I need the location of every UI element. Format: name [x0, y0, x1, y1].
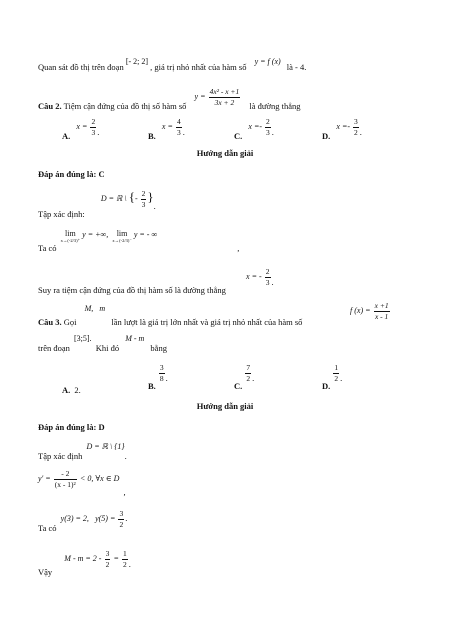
intro-post: là - 4.	[286, 62, 307, 72]
option-end: .	[271, 126, 274, 137]
conc-num: 2	[265, 267, 270, 276]
q2-label: Câu 2.	[38, 100, 62, 111]
q2-domain-expr: D = ℝ \	[100, 194, 127, 203]
option-num: 3	[354, 117, 358, 126]
option-end: .	[359, 126, 362, 137]
q3-func-fraction	[374, 302, 390, 320]
option-fraction	[90, 118, 96, 136]
q3-M: M	[84, 304, 92, 313]
q3-val2-lhs: y(5) =	[95, 513, 116, 523]
option-letter: C.	[234, 130, 243, 141]
q3-line2-a: trên đoạn	[38, 343, 70, 353]
lim-sub: x→(-2/3)⁺	[60, 238, 81, 243]
intro-mid: , giá trị nhỏ nhất của hàm số	[150, 62, 247, 72]
option-fraction	[159, 364, 165, 382]
q3-text-a: Gọi	[63, 317, 77, 327]
option-num: 7	[246, 363, 251, 372]
option-lhs: x =	[161, 121, 173, 131]
q3-func-den: x - 1	[374, 311, 389, 321]
q2-func-num: 4x² - x +1	[209, 87, 240, 96]
option-fraction	[333, 364, 339, 382]
q3-guide-title: Hướng dẫn giải	[196, 401, 254, 411]
option-sign: -	[347, 121, 353, 131]
q3-domain-label: Tập xác định	[38, 451, 83, 461]
q3-line2-b: Khi đó	[95, 343, 120, 353]
q3-final-lhs: M - m = 2 -	[64, 553, 102, 563]
q2-limit-1-value: y = +∞,	[82, 230, 109, 239]
q3-func-lhs: f (x) =	[350, 305, 371, 315]
option-letter: D.	[322, 380, 331, 391]
option-num: 2	[91, 117, 96, 126]
q3-option-b[interactable]: B. $\frac{3}{8}$ .	[148, 363, 168, 391]
option-lhs: x =	[76, 121, 88, 131]
q3-domain-expr: D = ℝ \ {1}	[86, 442, 125, 451]
q2-domain-num: 2	[141, 189, 146, 199]
option-letter: B.	[148, 130, 156, 141]
option-den: 2	[334, 373, 339, 383]
option-den: 3	[91, 127, 96, 137]
q2-domain-den: 3	[141, 199, 146, 209]
option-fraction	[265, 118, 271, 136]
final-num1: 3	[105, 549, 110, 558]
deriv-den: (x - 1)²	[54, 479, 76, 489]
q3-derivative	[38, 469, 126, 497]
option-num: 3	[159, 363, 164, 372]
option-letter: D.	[322, 130, 331, 141]
q3-text-b: lần lượt là giá trị lớn nhất và giá trị nhỏ nhất của hàm số	[111, 317, 303, 327]
q3-option-d[interactable]: D. $\frac{1}{2}$ .	[322, 363, 343, 391]
option-den: 3	[177, 127, 181, 137]
q2-limit-1	[61, 230, 80, 244]
option-fraction	[245, 364, 251, 382]
option-letter: A.	[62, 385, 71, 395]
val2-end: .	[125, 512, 128, 523]
q2-func-den: 3x + 2	[214, 97, 235, 107]
option-den: 3	[266, 127, 270, 137]
q3-values	[38, 509, 128, 533]
q3-final	[38, 549, 131, 577]
option-lhs: x =	[336, 121, 348, 131]
intro-func: y = f (x)	[254, 57, 281, 66]
val2-den: 2	[119, 519, 124, 529]
q2-limits	[38, 229, 240, 253]
option-num: 2	[266, 117, 270, 126]
q3-deriv-fraction	[54, 470, 77, 488]
q3-option-c[interactable]: C. $\frac{7}{2}$ .	[234, 363, 255, 391]
conc-end: .	[271, 276, 274, 287]
q3-domain: Tập xác định D = ℝ \ {1}.	[38, 442, 127, 461]
final-den2: 2	[123, 559, 127, 569]
option-lhs: x =	[248, 121, 260, 131]
option-end: .	[97, 126, 100, 137]
lim-word: lim	[65, 229, 76, 238]
q2-domain: Tập xác định: D = ℝ \ {- $\frac{2}{3}$ }.	[38, 189, 156, 219]
q2-text: Tiệm cận đứng của đồ thị số hàm số	[63, 100, 187, 111]
q2-question	[38, 87, 301, 111]
q3-line2-c: bằng	[150, 343, 167, 353]
q3-final-frac1	[105, 550, 111, 568]
q2-domain-brace-close: }	[147, 189, 154, 204]
q3-question	[38, 304, 303, 327]
q3-option-a[interactable]	[62, 372, 81, 395]
q3-final-eq: =	[113, 553, 119, 563]
option-num: 1	[334, 363, 339, 372]
option-den: 8	[159, 373, 164, 383]
intro-interval: [- 2; 2]	[125, 57, 149, 66]
q3-func-num: x +1	[374, 301, 389, 310]
q2-limit-2-value: y = - ∞	[133, 230, 158, 239]
intro-line	[38, 57, 307, 72]
lim-word: lim	[116, 229, 128, 238]
intro-pre: Quan sát đồ thị trên đoạn	[38, 62, 124, 72]
q2-option-d[interactable]	[322, 117, 362, 141]
q3-answer: Đáp án đúng là: D	[38, 422, 105, 432]
option-letter: C.	[234, 380, 243, 391]
option-num: 4	[177, 117, 181, 126]
option-den: 2	[354, 127, 358, 137]
q3-function	[350, 302, 391, 320]
q3-vay: Vậy	[38, 566, 53, 577]
lim-sub: x→(-2/3)⁻	[112, 238, 132, 243]
q2-taco: Ta có	[38, 243, 57, 253]
q2-conclusion-text: Suy ra tiệm cận đứng của đồ thị hàm số là đường thẳng	[38, 284, 226, 295]
q2-answer: Đáp án đúng là: C	[38, 169, 105, 179]
q3-taco: Ta có	[38, 522, 57, 533]
q3-val1: y(3) = 2,	[60, 513, 89, 523]
q2-function	[209, 88, 241, 106]
q2-option-a[interactable]	[62, 117, 100, 141]
option-den: 2	[246, 373, 251, 383]
deriv-num: - 2	[54, 470, 77, 480]
q3-val2-fraction	[118, 510, 124, 528]
q2-conclusion-fraction	[265, 268, 271, 286]
q2-guide-title: Hướng dẫn giải	[196, 148, 254, 158]
final-den1: 2	[105, 559, 110, 569]
conc-den: 3	[265, 277, 270, 287]
q3-line2	[38, 334, 167, 353]
option-letter: B.	[148, 380, 156, 391]
q3-diff: M - m	[125, 334, 145, 343]
option-fraction	[176, 118, 182, 136]
option-letter: A.	[62, 130, 71, 141]
q2-limit-2	[112, 230, 131, 244]
q2-domain-brace-open: {	[128, 189, 135, 204]
q2-after: là đường thẳng	[249, 100, 301, 111]
q3-deriv-lhs: y' =	[38, 473, 51, 483]
option-fraction	[353, 118, 359, 136]
val2-num: 3	[119, 509, 124, 518]
q2-conclusion	[38, 267, 274, 295]
q3-final-frac2	[122, 550, 128, 568]
q2-limit-comma: ,	[237, 243, 240, 253]
q3-m: m	[99, 304, 106, 313]
q3-sep: ,	[91, 304, 94, 313]
q3-interval: [3;5].	[74, 334, 92, 343]
option-plain: 2.	[74, 385, 81, 395]
q3-deriv-rhs: < 0, ∀x ∈ D	[79, 473, 120, 483]
q2-domain-label: Tập xác định:	[38, 209, 85, 219]
final-num2: 1	[123, 549, 127, 558]
q2-domain-fraction	[141, 190, 147, 208]
q3-deriv-comma: ,	[123, 486, 126, 497]
q3-label: Câu 3.	[38, 317, 62, 327]
q2-option-b[interactable]	[148, 117, 185, 141]
final-end: .	[128, 558, 131, 569]
option-end: .	[182, 126, 185, 137]
option-sign: -	[259, 121, 265, 131]
q2-conclusion-lhs: x = -	[246, 271, 262, 281]
q2-func-lhs: y =	[194, 91, 206, 101]
q2-option-c[interactable]	[234, 117, 274, 141]
